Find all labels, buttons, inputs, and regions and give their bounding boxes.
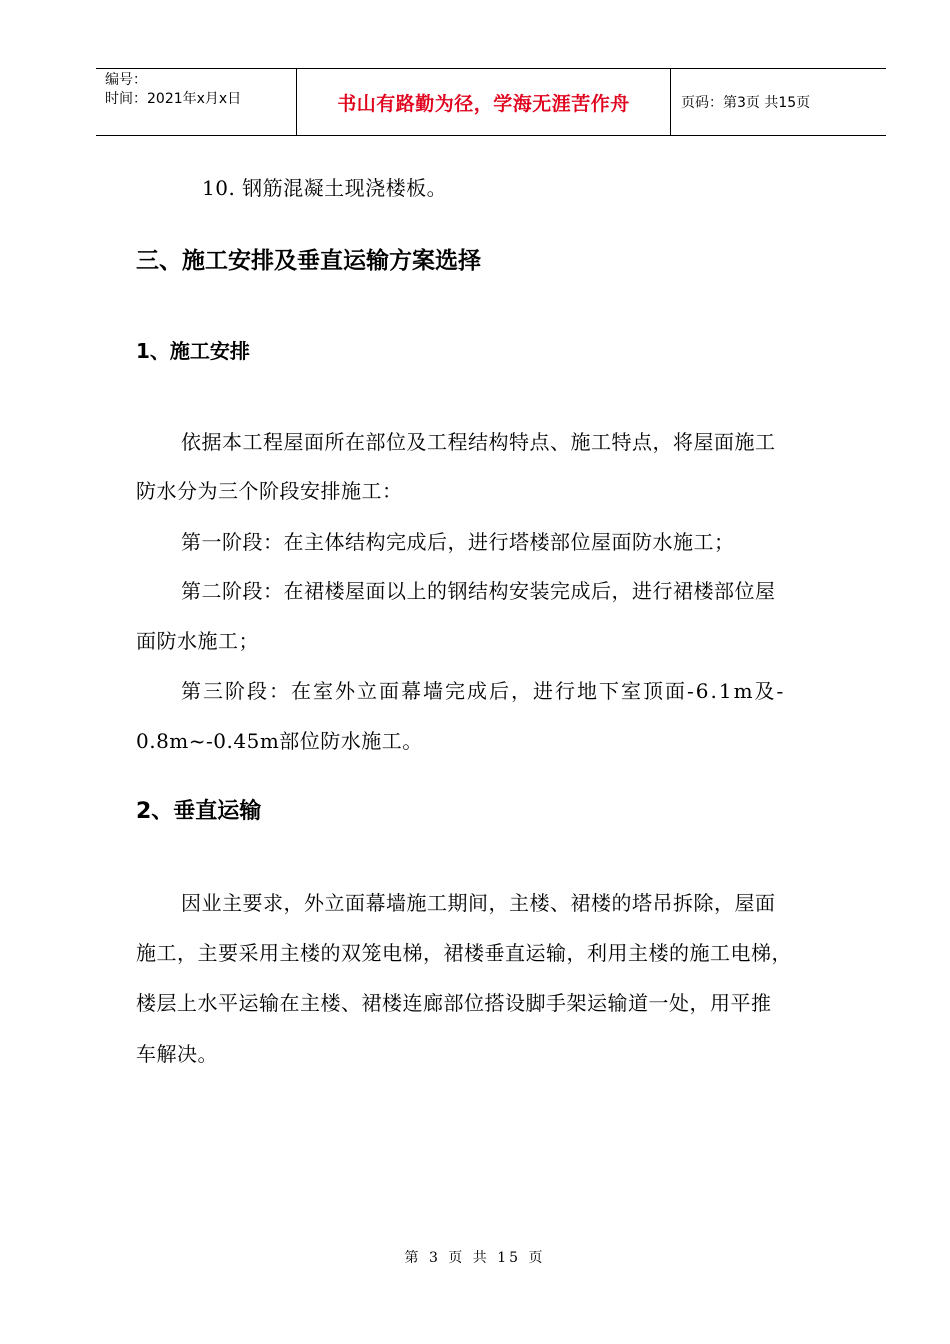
paragraph-line: 防水分为三个阶段安排施工： (136, 479, 403, 503)
paragraph-line: 第二阶段：在裙楼屋面以上的钢结构安装完成后，进行裙楼部位屋 (181, 579, 776, 603)
paragraph-line: 施工，主要采用主楼的双笼电梯，裙楼垂直运输，利用主楼的施工电梯， (136, 941, 792, 965)
paragraph-line: 第三阶段：在室外立面幕墙完成后，进行地下室顶面-6.1m及- (181, 679, 786, 703)
subsection-heading: 2、垂直运输 (136, 799, 262, 824)
header-meta (96, 69, 297, 135)
header-page-info: 页码：第3页 共15页 (681, 95, 811, 111)
paragraph-line: 0.8m~-0.45m部位防水施工。 (136, 729, 423, 753)
paragraph-line: 因业主要求，外立面幕墙施工期间，主楼、裙楼的塔吊拆除，屋面 (181, 891, 776, 915)
paragraph-line: 第一阶段：在主体结构完成后，进行塔楼部位屋面防水施工； (181, 530, 735, 554)
subsection-heading: 1、施工安排 (136, 339, 250, 363)
paragraph-line: 面防水施工； (136, 629, 259, 653)
section-heading: 三、施工安排及垂直运输方案选择 (136, 248, 481, 274)
document-number-label: 编号： (105, 72, 147, 88)
paragraph-line: 依据本工程屋面所在部位及工程结构特点、施工特点，将屋面施工 (181, 430, 776, 454)
paragraph-line: 楼层上水平运输在主楼、裙楼连廊部位搭设脚手架运输道一处，用平推 (136, 991, 772, 1015)
header-motto: 书山有路勤为径，学海无涯苦作舟 (297, 69, 671, 135)
paragraph-line: 车解决。 (136, 1042, 218, 1066)
page-header (96, 68, 886, 136)
document-time-label: 时间：2021年x月x日 (105, 91, 242, 107)
page-footer: 第 3 页 共 15 页 (404, 1250, 546, 1266)
list-item-10: 10. 钢筋混凝土现浇楼板。 (202, 176, 448, 200)
